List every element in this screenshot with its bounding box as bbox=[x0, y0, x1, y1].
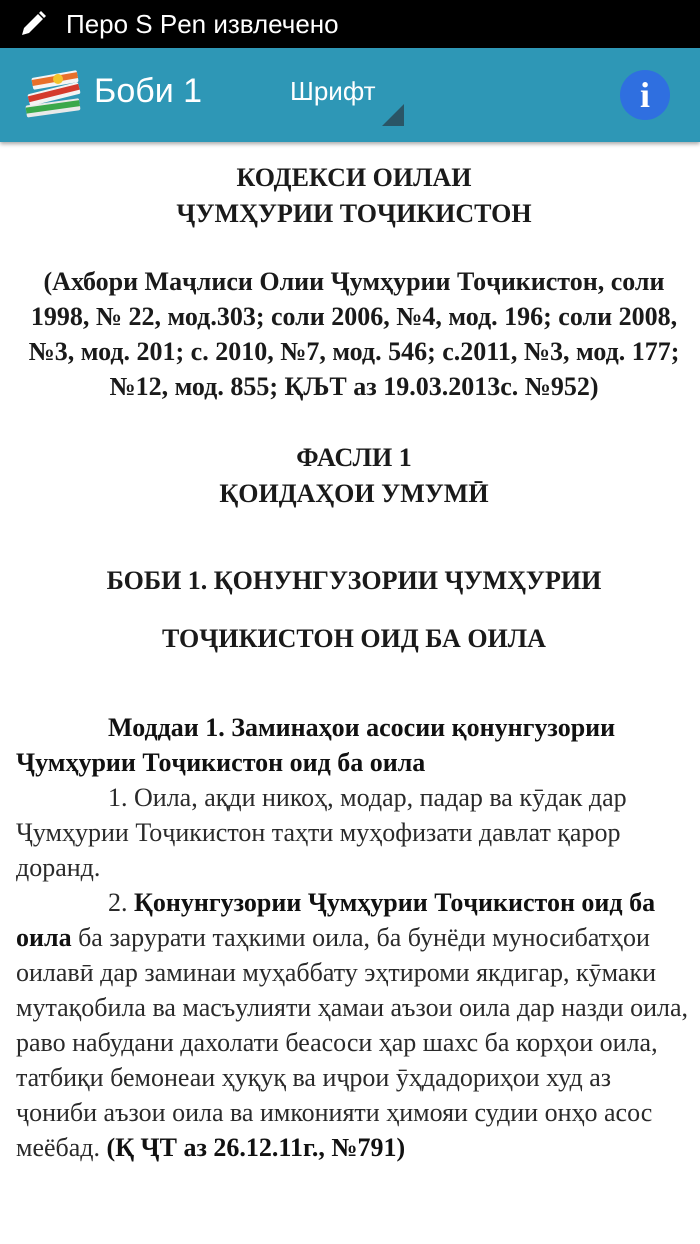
font-menu-button[interactable] bbox=[290, 76, 406, 136]
section-heading-line1: ФАСЛИ 1 bbox=[296, 443, 412, 472]
paragraph-2 bbox=[16, 885, 692, 1165]
dropdown-corner-icon bbox=[382, 104, 404, 126]
section-heading-line2: ҚОИДАҲОИ УМУМӢ bbox=[219, 479, 489, 508]
article-title-text: Моддаи 1. Заминаҳои асосии қонунгузории Ҷумҳурии Тоҷикистон оид ба оила bbox=[16, 713, 616, 777]
paragraph-2-number: 2. bbox=[108, 888, 134, 917]
chapter-heading-line2: ТОҶИКИСТОН ОИД БА ОИЛА bbox=[162, 624, 546, 653]
paragraph-2-bold: Қонунгузории Ҷумҳурии Тоҷикистон оид ба оила bbox=[16, 888, 656, 952]
code-title bbox=[16, 160, 692, 232]
status-bar bbox=[0, 0, 700, 48]
paragraph-1 bbox=[16, 780, 692, 885]
font-menu-label: Шрифт bbox=[290, 76, 376, 106]
status-text: Перо S Pen извлечено bbox=[66, 8, 339, 39]
paragraph-2-reference: (Қ ҶТ аз 26.12.11г., №791) bbox=[106, 1133, 406, 1162]
code-title-line1: КОДЕКСИ ОИЛАИ bbox=[236, 163, 472, 192]
books-logo-icon[interactable] bbox=[22, 66, 86, 122]
pen-icon bbox=[18, 9, 48, 39]
citation: (Ахбори Маҷлиси Олии Ҷумҳурии Тоҷикистон, соли 1998, № 22, мод.303; соли 2006, №4, мод. 196; соли 2008, №3, мод. 201; с. 2010, №7, мод. 546; с.2011, №3, мод. 177; №12, мод. 855; ҚЉТ аз 19.03.2013с. №952) bbox=[28, 267, 680, 401]
chapter-heading bbox=[16, 552, 692, 668]
article-title bbox=[16, 710, 692, 780]
paragraph-1-text: 1. Оила, ақди никоҳ, модар, падар ва кӯдак дар Ҷумҳурии Тоҷикистон таҳти муҳофизати давлат қарор доранд. bbox=[16, 783, 627, 882]
app-bar bbox=[0, 48, 700, 142]
app-title: Боби 1 bbox=[94, 72, 203, 110]
section-heading bbox=[16, 440, 692, 512]
chapter-heading-line1: БОБИ 1. ҚОНУНГУЗОРИИ ҶУМҲУРИИ bbox=[106, 566, 602, 595]
info-icon: i bbox=[639, 75, 650, 115]
info-button[interactable] bbox=[620, 70, 670, 120]
article-1 bbox=[16, 710, 692, 1165]
code-title-line2: ҶУМҲУРИИ ТОҶИКИСТОН bbox=[176, 199, 532, 228]
document-content bbox=[16, 142, 692, 1165]
paragraph-2-text: ба зарурати таҳкими оила, ба бунёди муносибатҳои оилавӣ дар заминаи муҳаббату эҳтироми якдигар, кӯмаки мутақобила ва масъулияти ҳамаи аъзои оила дар назди оила, раво набудани дахолати беасоси ҳар шахс ба корҳои оила, татбиқи бемонеаи ҳуқуқ ва иҷрои ӯҳдадориҳои худ аз ҷониби аъзои оила ва имконияти ҳимояи судии онҳо асос меёбад. bbox=[16, 923, 689, 1162]
